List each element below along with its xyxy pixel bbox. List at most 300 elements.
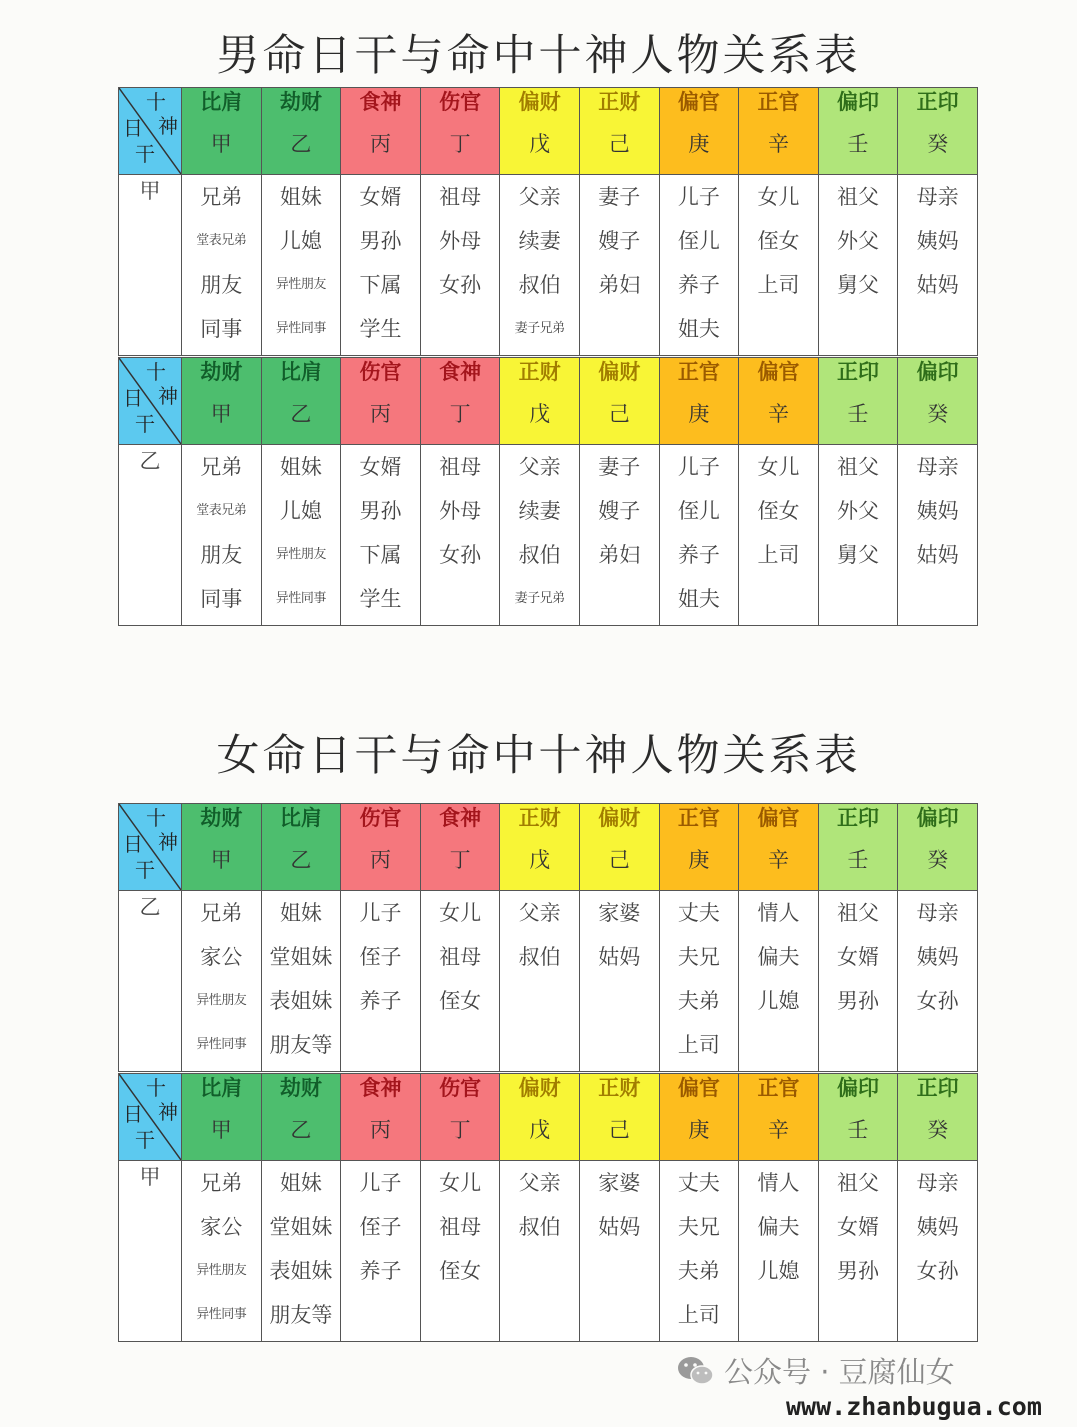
relation-person: 养子 [359, 989, 402, 1013]
relation-cell [341, 1161, 421, 1342]
relation-person: 养子 [677, 273, 720, 297]
relation-person: 女儿 [439, 901, 482, 925]
relation-person: 女孙 [439, 273, 482, 297]
relation-person: 嫂子 [598, 229, 641, 253]
ten-god-name: 正官 [757, 90, 800, 114]
relation-person: 学生 [359, 587, 402, 611]
relation-cell [898, 891, 978, 1072]
ten-god-header [739, 88, 819, 175]
heavenly-stem: 丙 [369, 402, 391, 426]
relation-person: 兄弟 [200, 901, 243, 925]
relation-person: 妻子兄弟 [514, 591, 565, 606]
relation-person: 女婿 [359, 455, 402, 479]
relation-cell [420, 445, 500, 626]
relation-person: 夫弟 [677, 989, 720, 1013]
ten-god-name: 劫财 [200, 360, 243, 384]
watermark-url: www.zhanbugua.com [786, 1392, 1042, 1421]
corner-label-shen: 神 [158, 830, 178, 854]
heavenly-stem: 己 [608, 1118, 630, 1142]
relation-cell [898, 1161, 978, 1342]
corner-label-shen: 神 [158, 384, 178, 408]
heavenly-stem: 乙 [290, 848, 312, 872]
relation-person: 兄弟 [200, 1171, 243, 1195]
ten-god-name: 正财 [518, 360, 561, 384]
relation-person: 侄儿 [677, 499, 720, 523]
ten-god-name: 正财 [598, 1076, 641, 1100]
relation-person: 下属 [359, 273, 402, 297]
relation-person: 兄弟 [200, 455, 243, 479]
ten-god-header [261, 88, 341, 175]
heavenly-stem: 甲 [210, 848, 232, 872]
ten-god-header [500, 1074, 580, 1161]
relation-person: 下属 [359, 543, 402, 567]
relation-person: 上司 [757, 273, 800, 297]
relation-cell [182, 175, 262, 356]
relation-person: 女婿 [359, 185, 402, 209]
relation-person: 叔伯 [518, 1215, 561, 1239]
ten-god-name: 比肩 [279, 806, 322, 830]
relation-cell [739, 1161, 819, 1342]
heavenly-stem: 庚 [688, 402, 710, 426]
ten-god-header [579, 804, 659, 891]
heavenly-stem: 丙 [369, 132, 391, 156]
ten-god-name: 偏官 [757, 806, 800, 830]
watermark-account [676, 1350, 955, 1391]
relation-person: 祖父 [837, 455, 880, 479]
day-stem-label: 甲 [119, 175, 182, 356]
day-stem-label: 甲 [119, 1161, 182, 1342]
ten-god-header [659, 88, 739, 175]
relation-person: 祖父 [837, 185, 880, 209]
heavenly-stem: 癸 [927, 848, 949, 872]
ten-god-header [182, 358, 262, 445]
heavenly-stem: 己 [608, 132, 630, 156]
heavenly-stem: 丁 [449, 1118, 471, 1142]
ten-god-name: 偏财 [598, 360, 641, 384]
ten-god-name: 正财 [598, 90, 641, 114]
relation-person: 夫弟 [677, 1259, 720, 1283]
relation-person: 祖父 [837, 1171, 880, 1195]
relation-person: 儿子 [359, 1171, 402, 1195]
relation-person: 妻子兄弟 [514, 321, 565, 336]
relation-person: 夫兄 [677, 945, 720, 969]
relation-person: 男孙 [359, 229, 402, 253]
relation-cell [261, 175, 341, 356]
ten-god-header [420, 88, 500, 175]
relation-person: 姑妈 [598, 945, 641, 969]
relation-person: 姑妈 [916, 273, 959, 297]
relation-cell [500, 175, 580, 356]
relation-table-male-yi [118, 357, 978, 626]
relation-person: 侄女 [757, 229, 800, 253]
relation-person: 夫兄 [677, 1215, 720, 1239]
day-stem-label: 乙 [119, 891, 182, 1072]
heavenly-stem: 辛 [767, 402, 789, 426]
ten-god-header [500, 804, 580, 891]
ten-god-name: 偏官 [677, 90, 720, 114]
relation-person: 续妻 [518, 499, 561, 523]
relation-table-female-yi [118, 803, 978, 1072]
relation-table-male-jia [118, 87, 978, 356]
relation-person: 舅父 [837, 543, 880, 567]
relation-person: 姐妹 [279, 455, 322, 479]
relation-person: 情人 [757, 901, 800, 925]
relation-person: 兄弟 [200, 185, 243, 209]
ten-god-header [579, 358, 659, 445]
relation-person: 祖母 [439, 455, 482, 479]
heavenly-stem: 甲 [210, 1118, 232, 1142]
relation-cell [420, 1161, 500, 1342]
ten-god-header [182, 804, 262, 891]
ten-god-name: 正官 [757, 1076, 800, 1100]
ten-god-name: 正印 [837, 360, 880, 384]
ten-god-name: 偏财 [598, 806, 641, 830]
ten-god-header [818, 358, 898, 445]
relation-person: 祖母 [439, 1215, 482, 1239]
relation-cell [500, 891, 580, 1072]
relation-person: 外母 [439, 229, 482, 253]
heavenly-stem: 己 [608, 848, 630, 872]
ten-god-name: 正财 [518, 806, 561, 830]
relation-cell [659, 1161, 739, 1342]
relation-person: 朋友等 [269, 1033, 333, 1057]
ten-god-header [739, 1074, 819, 1161]
relation-cell [261, 1161, 341, 1342]
relation-cell [182, 445, 262, 626]
ten-god-header [261, 358, 341, 445]
heavenly-stem: 辛 [767, 1118, 789, 1142]
ten-god-header [659, 804, 739, 891]
heavenly-stem: 壬 [847, 848, 869, 872]
ten-god-name: 正官 [677, 360, 720, 384]
relation-person: 母亲 [916, 185, 959, 209]
corner-label-shi: 十 [146, 360, 166, 384]
ten-god-header [898, 1074, 978, 1161]
relation-person: 情人 [757, 1171, 800, 1195]
relation-person: 姐妹 [279, 901, 322, 925]
ten-god-header [898, 804, 978, 891]
relation-person: 姐妹 [279, 185, 322, 209]
relation-person: 上司 [757, 543, 800, 567]
ten-god-header [261, 804, 341, 891]
relation-person: 丈夫 [677, 901, 720, 925]
relation-person: 儿子 [677, 185, 720, 209]
ten-god-name: 偏印 [916, 360, 959, 384]
relation-person: 侄女 [439, 1259, 482, 1283]
heavenly-stem: 壬 [847, 132, 869, 156]
relation-person: 叔伯 [518, 945, 561, 969]
relation-person: 侄子 [359, 945, 402, 969]
ten-god-name: 伤官 [439, 90, 482, 114]
corner-label-gan: 干 [135, 858, 155, 882]
watermark-account-text: 公众号 · 豆腐仙女 [724, 1355, 955, 1389]
relation-person: 祖父 [837, 901, 880, 925]
relation-cell [818, 175, 898, 356]
heavenly-stem: 戊 [529, 402, 551, 426]
relation-cell [500, 445, 580, 626]
ten-god-name: 偏财 [518, 1076, 561, 1100]
relation-cell [500, 1161, 580, 1342]
relation-cell [579, 175, 659, 356]
relation-person: 侄女 [757, 499, 800, 523]
relation-cell [341, 445, 421, 626]
relation-person: 姐夫 [677, 317, 720, 341]
relation-person: 女婿 [837, 1215, 880, 1239]
heavenly-stem: 甲 [210, 132, 232, 156]
ten-god-header [182, 1074, 262, 1161]
relation-person: 上司 [677, 1033, 720, 1057]
heavenly-stem: 丁 [449, 848, 471, 872]
corner-label-ri: 日 [123, 386, 143, 410]
ten-god-header [898, 358, 978, 445]
relation-person: 堂表兄弟 [196, 503, 247, 518]
relation-cell [659, 445, 739, 626]
relation-person: 续妻 [518, 229, 561, 253]
relation-cell [420, 891, 500, 1072]
relation-person: 外父 [837, 229, 880, 253]
relation-person: 母亲 [916, 455, 959, 479]
relation-person: 姑妈 [598, 1215, 641, 1239]
ten-god-name: 食神 [359, 90, 402, 114]
ten-god-header [739, 804, 819, 891]
relation-person: 女婿 [837, 945, 880, 969]
relation-person: 祖母 [439, 945, 482, 969]
ten-god-header [341, 1074, 421, 1161]
relation-person: 学生 [359, 317, 402, 341]
relation-person: 堂表兄弟 [196, 233, 247, 248]
corner-label-gan: 干 [135, 142, 155, 166]
ten-god-header [500, 358, 580, 445]
table-corner-header [119, 1074, 182, 1161]
relation-cell [818, 891, 898, 1072]
corner-label-shen: 神 [158, 114, 178, 138]
relation-person: 侄子 [359, 1215, 402, 1239]
relation-person: 儿子 [359, 901, 402, 925]
relation-person: 舅父 [837, 273, 880, 297]
relation-cell [818, 1161, 898, 1342]
relation-person: 男孙 [837, 989, 880, 1013]
corner-label-shen: 神 [158, 1100, 178, 1124]
relation-person: 父亲 [518, 901, 561, 925]
ten-god-name: 正印 [916, 1076, 959, 1100]
ten-god-name: 食神 [439, 806, 482, 830]
relation-person: 表姐妹 [269, 989, 333, 1013]
ten-god-name: 伤官 [359, 806, 402, 830]
relation-person: 姐妹 [279, 1171, 322, 1195]
relation-person: 儿媳 [757, 1259, 800, 1283]
ten-god-header [500, 88, 580, 175]
ten-god-header [420, 358, 500, 445]
relation-cell [341, 175, 421, 356]
relation-cell [579, 891, 659, 1072]
heavenly-stem: 辛 [767, 848, 789, 872]
relation-person: 家公 [200, 945, 243, 969]
wechat-icon [676, 1354, 716, 1388]
ten-god-name: 偏财 [518, 90, 561, 114]
ten-god-name: 正印 [916, 90, 959, 114]
relation-person: 儿媳 [757, 989, 800, 1013]
heavenly-stem: 丙 [369, 848, 391, 872]
relation-cell [579, 1161, 659, 1342]
relation-person: 异性同事 [275, 321, 326, 336]
table-corner-header [119, 88, 182, 175]
ten-god-header [659, 358, 739, 445]
relation-person: 女儿 [757, 455, 800, 479]
ten-god-name: 正印 [837, 806, 880, 830]
ten-god-header [818, 804, 898, 891]
ten-god-name: 比肩 [200, 1076, 243, 1100]
heavenly-stem: 甲 [210, 402, 232, 426]
heavenly-stem: 戊 [529, 132, 551, 156]
relation-person: 异性朋友 [275, 547, 326, 562]
heavenly-stem: 丁 [449, 402, 471, 426]
relation-person: 偏夫 [757, 945, 800, 969]
corner-label-shi: 十 [146, 806, 166, 830]
relation-person: 儿媳 [279, 499, 322, 523]
relation-table-female-jia [118, 1073, 978, 1342]
ten-god-name: 偏官 [757, 360, 800, 384]
ten-god-name: 偏官 [677, 1076, 720, 1100]
relation-person: 姨妈 [916, 229, 959, 253]
relation-cell [261, 445, 341, 626]
heavenly-stem: 丁 [449, 132, 471, 156]
ten-god-header [818, 1074, 898, 1161]
relation-person: 家公 [200, 1215, 243, 1239]
heavenly-stem: 庚 [688, 132, 710, 156]
relation-cell [818, 445, 898, 626]
relation-person: 上司 [677, 1303, 720, 1327]
relation-person: 姨妈 [916, 1215, 959, 1239]
relation-person: 姑妈 [916, 543, 959, 567]
relation-person: 妻子 [598, 455, 641, 479]
ten-god-name: 食神 [359, 1076, 402, 1100]
relation-person: 同事 [200, 317, 243, 341]
heavenly-stem: 庚 [688, 848, 710, 872]
relation-cell [739, 891, 819, 1072]
relation-person: 堂姐妹 [269, 945, 333, 969]
relation-person: 家婆 [598, 1171, 641, 1195]
heavenly-stem: 癸 [927, 402, 949, 426]
corner-label-gan: 干 [135, 1128, 155, 1152]
ten-god-name: 伤官 [439, 1076, 482, 1100]
relation-person: 养子 [677, 543, 720, 567]
corner-label-gan: 干 [135, 412, 155, 436]
relation-person: 偏夫 [757, 1215, 800, 1239]
relation-person: 嫂子 [598, 499, 641, 523]
relation-person: 姐夫 [677, 587, 720, 611]
relation-cell [898, 445, 978, 626]
heavenly-stem: 戊 [529, 848, 551, 872]
ten-god-header [420, 1074, 500, 1161]
ten-god-name: 比肩 [279, 360, 322, 384]
ten-god-name: 劫财 [279, 1076, 322, 1100]
ten-god-header [341, 88, 421, 175]
relation-person: 儿子 [677, 455, 720, 479]
relation-person: 祖母 [439, 185, 482, 209]
relation-person: 外父 [837, 499, 880, 523]
relation-person: 朋友等 [269, 1303, 333, 1327]
relation-person: 男孙 [359, 499, 402, 523]
relation-cell [182, 1161, 262, 1342]
ten-god-header [579, 88, 659, 175]
relation-person: 弟妇 [598, 273, 641, 297]
relation-person: 男孙 [837, 1259, 880, 1283]
relation-person: 异性朋友 [196, 993, 247, 1008]
ten-god-name: 比肩 [200, 90, 243, 114]
heavenly-stem: 壬 [847, 1118, 869, 1142]
ten-god-name: 劫财 [200, 806, 243, 830]
ten-god-header [261, 1074, 341, 1161]
relation-person: 儿媳 [279, 229, 322, 253]
relation-cell [182, 891, 262, 1072]
heavenly-stem: 癸 [927, 132, 949, 156]
heavenly-stem: 癸 [927, 1118, 949, 1142]
ten-god-name: 劫财 [279, 90, 322, 114]
relation-person: 女孙 [916, 1259, 959, 1283]
heavenly-stem: 辛 [767, 132, 789, 156]
corner-label-ri: 日 [123, 832, 143, 856]
relation-person: 表姐妹 [269, 1259, 333, 1283]
relation-cell [420, 175, 500, 356]
relation-person: 姨妈 [916, 945, 959, 969]
relation-person: 叔伯 [518, 543, 561, 567]
relation-person: 异性朋友 [275, 277, 326, 292]
ten-god-header [898, 88, 978, 175]
relation-person: 父亲 [518, 455, 561, 479]
ten-god-name: 正官 [677, 806, 720, 830]
relation-person: 女孙 [439, 543, 482, 567]
female-table-title: 女命日干与命中十神人物关系表 [216, 731, 861, 781]
relation-person: 侄儿 [677, 229, 720, 253]
relation-person: 异性同事 [196, 1037, 247, 1052]
relation-cell [261, 891, 341, 1072]
ten-god-header [420, 804, 500, 891]
corner-label-ri: 日 [123, 1102, 143, 1126]
heavenly-stem: 庚 [688, 1118, 710, 1142]
table-corner-header [119, 804, 182, 891]
ten-god-header [659, 1074, 739, 1161]
relation-person: 朋友 [200, 273, 243, 297]
heavenly-stem: 壬 [847, 402, 869, 426]
ten-god-header [341, 358, 421, 445]
relation-person: 姨妈 [916, 499, 959, 523]
relation-cell [579, 445, 659, 626]
relation-person: 父亲 [518, 185, 561, 209]
ten-god-name: 食神 [439, 360, 482, 384]
relation-person: 异性同事 [196, 1307, 247, 1322]
heavenly-stem: 乙 [290, 1118, 312, 1142]
heavenly-stem: 丙 [369, 1118, 391, 1142]
relation-cell [739, 175, 819, 356]
ten-god-header [739, 358, 819, 445]
ten-god-name: 伤官 [359, 360, 402, 384]
corner-label-shi: 十 [146, 1076, 166, 1100]
ten-god-name: 偏印 [837, 1076, 880, 1100]
relation-person: 同事 [200, 587, 243, 611]
ten-god-header [182, 88, 262, 175]
relation-person: 女孙 [916, 989, 959, 1013]
relation-person: 养子 [359, 1259, 402, 1283]
relation-person: 异性同事 [275, 591, 326, 606]
relation-person: 朋友 [200, 543, 243, 567]
relation-cell [341, 891, 421, 1072]
table-corner-header [119, 358, 182, 445]
relation-person: 父亲 [518, 1171, 561, 1195]
relation-person: 外母 [439, 499, 482, 523]
corner-label-shi: 十 [146, 90, 166, 114]
relation-person: 叔伯 [518, 273, 561, 297]
heavenly-stem: 乙 [290, 402, 312, 426]
